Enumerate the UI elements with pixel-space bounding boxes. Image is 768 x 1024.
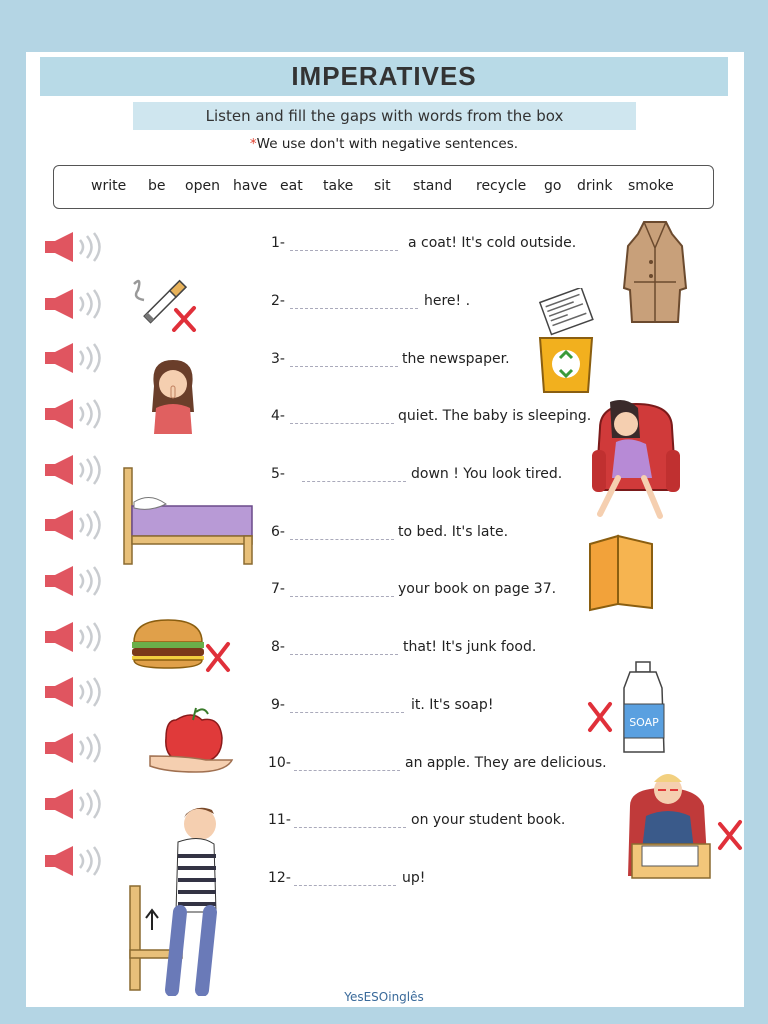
speaker-icon[interactable]: [43, 341, 113, 375]
answer-gap[interactable]: [294, 827, 406, 828]
sentence-number: 4-: [271, 408, 285, 424]
apple-hand-icon: [146, 706, 236, 774]
word-box-item: eat: [280, 178, 303, 194]
word-box-item: be: [148, 178, 166, 194]
sentence-number: 1-: [271, 235, 285, 251]
sentence-number: 10-: [268, 755, 291, 771]
answer-gap[interactable]: [290, 366, 398, 367]
speaker-icon[interactable]: [43, 620, 113, 654]
sentence-text: it. It's soap!: [411, 697, 494, 713]
sentence-number: 11-: [268, 812, 291, 828]
speaker-icon[interactable]: [43, 787, 113, 821]
speaker-icon[interactable]: [43, 731, 113, 765]
answer-gap[interactable]: [294, 885, 396, 886]
sentence-text: up!: [402, 870, 426, 886]
sleeping-girl-icon: [590, 398, 682, 526]
word-box-item: take: [323, 178, 354, 194]
sentence-text: the newspaper.: [402, 351, 510, 367]
sentence-number: 6-: [271, 524, 285, 540]
footer-credit: YesESOinglês: [344, 990, 424, 1004]
word-box-item: drink: [577, 178, 613, 194]
word-box-item: have: [233, 178, 268, 194]
note-star: *: [249, 136, 257, 152]
boy-writing-icon: [624, 766, 744, 886]
sentence-text: to bed. It's late.: [398, 524, 509, 540]
note-text: We use don't with negative sentences.: [256, 136, 519, 152]
answer-gap[interactable]: [290, 423, 394, 424]
boy-standing-icon: [124, 800, 220, 996]
bed-icon: [120, 466, 258, 568]
sentence-text: down ! You look tired.: [411, 466, 563, 482]
sentence-number: 5-: [271, 466, 285, 482]
grammar-note: [0, 136, 768, 152]
word-box-item: go: [544, 178, 562, 194]
answer-gap[interactable]: [290, 712, 404, 713]
speaker-icon[interactable]: [43, 564, 113, 598]
answer-gap[interactable]: [290, 308, 418, 309]
sentence-number: 7-: [271, 581, 285, 597]
sentence-text: an apple. They are delicious.: [405, 755, 607, 771]
answer-gap[interactable]: [290, 596, 394, 597]
speaker-icon[interactable]: [43, 508, 113, 542]
sentence-number: 8-: [271, 639, 285, 655]
sentence-number: 12-: [268, 870, 291, 886]
word-box-item: write: [91, 178, 127, 194]
newspaper-icon: [536, 288, 598, 396]
speaker-icon[interactable]: [43, 844, 113, 878]
soap-bottle-icon: [586, 660, 672, 756]
sentence-text: a coat! It's cold outside.: [408, 235, 577, 251]
word-box-item: smoke: [628, 178, 674, 194]
sentence-text: here! .: [424, 293, 471, 309]
speaker-icon[interactable]: [43, 675, 113, 709]
soap-label: SOAP: [629, 716, 659, 729]
girl-shh-icon: [146, 356, 200, 434]
sentence-number: 2-: [271, 293, 285, 309]
title-bar: [40, 57, 728, 96]
speaker-icon[interactable]: [43, 287, 113, 321]
sentence-text: that! It's junk food.: [403, 639, 537, 655]
speaker-icon[interactable]: [43, 230, 113, 264]
page-title: IMPERATIVES: [291, 61, 477, 91]
sentence-text: quiet. The baby is sleeping.: [398, 408, 592, 424]
word-box-item: stand: [413, 178, 453, 194]
speaker-icon[interactable]: [43, 453, 113, 487]
cigarette-icon: [128, 272, 202, 332]
instruction-bar: [133, 102, 636, 130]
answer-gap[interactable]: [290, 539, 394, 540]
word-box-item: open: [185, 178, 220, 194]
coat-icon: [622, 218, 688, 330]
word-box: [53, 165, 714, 209]
sentence-text: your book on page 37.: [398, 581, 557, 597]
answer-gap[interactable]: [294, 770, 400, 771]
word-box-item: recycle: [476, 178, 527, 194]
sentence-text: on your student book.: [411, 812, 566, 828]
answer-gap[interactable]: [290, 654, 398, 655]
speaker-icon[interactable]: [43, 397, 113, 431]
sentence-number: 3-: [271, 351, 285, 367]
answer-gap[interactable]: [290, 250, 398, 251]
answer-gap[interactable]: [302, 481, 406, 482]
instruction-text: Listen and fill the gaps with words from the box: [205, 107, 564, 125]
burger-icon: [130, 616, 232, 674]
book-icon: [586, 534, 656, 612]
sentence-number: 9-: [271, 697, 285, 713]
word-box-item: sit: [374, 178, 391, 194]
